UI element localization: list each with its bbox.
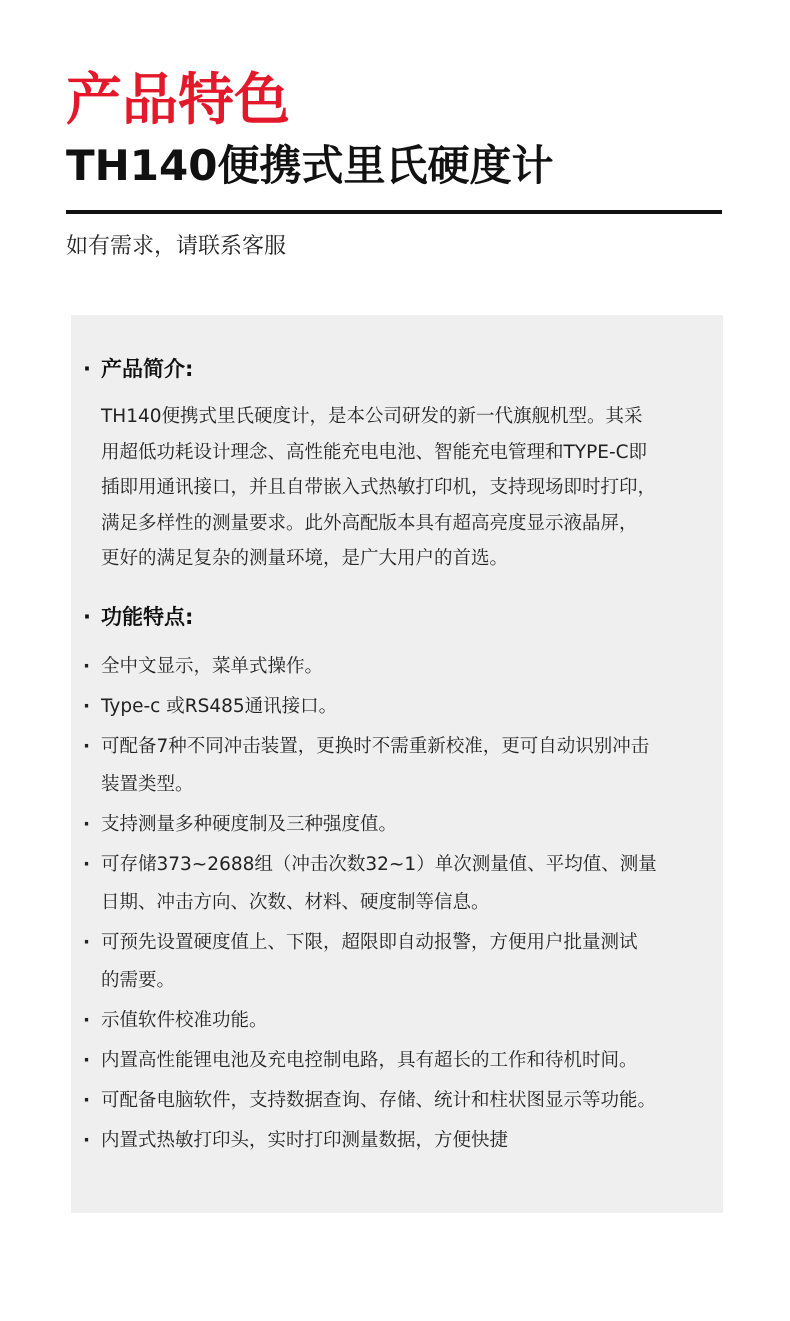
feature-item-text: 的需要。 bbox=[101, 970, 176, 991]
bullet-icon: · bbox=[83, 854, 91, 875]
product-info-panel bbox=[71, 315, 723, 1213]
feature-item bbox=[83, 1042, 719, 1080]
bullet-icon: · bbox=[83, 1010, 91, 1031]
bullet-icon: · bbox=[83, 932, 91, 953]
feature-item bbox=[83, 648, 719, 686]
feature-item bbox=[83, 1082, 719, 1120]
bullet-icon: · bbox=[83, 814, 91, 835]
feature-item-text: 支持测量多种硬度制及三种强度值。 bbox=[101, 814, 398, 835]
feature-item bbox=[83, 924, 719, 1000]
feature-item-text: 示值软件校准功能。 bbox=[101, 1010, 268, 1031]
divider bbox=[66, 210, 722, 214]
intro-line: 用超低功耗设计理念、高性能充电电池、智能充电管理和TYPE-C即 bbox=[101, 441, 648, 463]
product-title: TH140便携式里氏硬度计 bbox=[66, 141, 554, 190]
bullet-icon: · bbox=[83, 1050, 91, 1071]
bullet-icon: · bbox=[83, 656, 91, 677]
feature-item-text: 可配备7种不同冲击装置，更换时不需重新校准，更可自动识别冲击 bbox=[101, 736, 650, 757]
feature-item-text: 内置高性能锂电池及充电控制电路，具有超长的工作和待机时间。 bbox=[101, 1050, 638, 1071]
feature-item-text: 内置式热敏打印头，实时打印测量数据，方便快捷 bbox=[101, 1130, 509, 1151]
feature-item bbox=[83, 806, 719, 844]
bullet-icon: · bbox=[83, 736, 91, 757]
feature-item bbox=[83, 728, 719, 804]
features-list bbox=[83, 648, 719, 1162]
feature-heading: 产品特色 bbox=[66, 68, 290, 133]
feature-item bbox=[83, 1122, 719, 1160]
bullet-icon: · bbox=[83, 696, 91, 717]
intro-paragraph bbox=[101, 399, 711, 577]
features-section-title: · 功能特点: bbox=[83, 599, 193, 635]
contact-note: 如有需求，请联系客服 bbox=[66, 234, 287, 259]
intro-section-title: · 产品简介: bbox=[83, 351, 193, 387]
intro-line: 插即用通讯接口，并且自带嵌入式热敏打印机，支持现场即时打印， bbox=[101, 477, 657, 498]
feature-item-text: 装置类型。 bbox=[101, 774, 194, 795]
bullet-icon: · bbox=[83, 357, 91, 381]
feature-item-text: Type-c 或RS485通讯接口。 bbox=[101, 696, 338, 717]
feature-item-text: 日期、冲击方向、次数、材料、硬度制等信息。 bbox=[101, 892, 490, 913]
feature-item-text: 可存储373~2688组（冲击次数32~1）单次测量值、平均值、测量 bbox=[101, 854, 657, 875]
intro-line: TH140便携式里氏硬度计，是本公司研发的新一代旗舰机型。其采 bbox=[101, 406, 643, 427]
feature-item bbox=[83, 846, 719, 922]
bullet-icon: · bbox=[83, 605, 91, 629]
feature-item-text: 可配备电脑软件，支持数据查询、存储、统计和柱状图显示等功能。 bbox=[101, 1090, 657, 1111]
feature-item bbox=[83, 688, 719, 726]
bullet-icon: · bbox=[83, 1130, 91, 1151]
feature-item-text: 可预先设置硬度值上、下限，超限即自动报警，方便用户批量测试 bbox=[101, 932, 638, 953]
feature-item bbox=[83, 1002, 719, 1040]
bullet-icon: · bbox=[83, 1090, 91, 1111]
intro-line: 更好的满足复杂的测量环境，是广大用户的首选。 bbox=[101, 548, 509, 569]
feature-item-text: 全中文显示，菜单式操作。 bbox=[101, 656, 324, 677]
intro-line: 满足多样性的测量要求。此外高配版本具有超高亮度显示液晶屏， bbox=[101, 512, 638, 534]
